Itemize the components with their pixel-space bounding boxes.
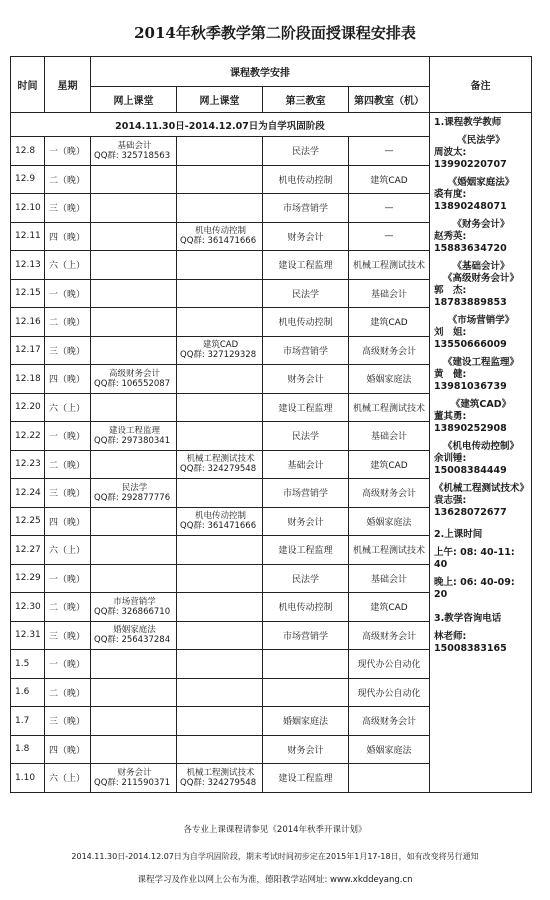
room-4-cell: 高级财务会计 bbox=[349, 336, 430, 365]
room-4-cell: 建筑CAD bbox=[349, 165, 430, 194]
date-cell: 1.10 bbox=[11, 764, 45, 793]
online-class-cell bbox=[177, 365, 263, 394]
teacher-contact: 董其勇: 13890252908 bbox=[434, 411, 507, 434]
qq-group: QQ群: 297380341 bbox=[94, 435, 171, 446]
room-3-cell: 民法学 bbox=[263, 137, 349, 166]
header-schedule: 课程教学安排 bbox=[91, 57, 430, 87]
weekday-cell: 三（晚） bbox=[45, 621, 91, 650]
online-class-cell bbox=[91, 735, 177, 764]
notes-section-teachers: 1.课程教学教师 bbox=[434, 117, 502, 128]
room-4-cell: 机械工程测试技术 bbox=[349, 393, 430, 422]
online-class-cell bbox=[177, 507, 263, 536]
header-time: 时间 bbox=[11, 57, 45, 113]
room-3-cell: 建设工程监理 bbox=[263, 764, 349, 793]
online-class-cell bbox=[91, 621, 177, 650]
online-course-name: 民法学 bbox=[121, 482, 148, 493]
room-3-cell: 基础会计 bbox=[263, 450, 349, 479]
room-3-cell bbox=[263, 678, 349, 707]
date-cell: 12.8 bbox=[11, 137, 45, 166]
room-4-cell: — bbox=[349, 222, 430, 251]
room-4-cell bbox=[349, 764, 430, 793]
weekday-cell: 六（上） bbox=[45, 393, 91, 422]
room-3-cell: 建设工程监理 bbox=[263, 251, 349, 280]
online-course-name: 机电传动控制 bbox=[194, 511, 246, 522]
qq-group: QQ群: 256437284 bbox=[94, 635, 171, 646]
online-course-name: 高级财务会计 bbox=[108, 368, 160, 379]
online-course-name: 财务会计 bbox=[117, 767, 152, 778]
online-class-cell bbox=[91, 707, 177, 736]
room-4-cell: 婚姻家庭法 bbox=[349, 507, 430, 536]
room-3-cell: 建设工程监理 bbox=[263, 536, 349, 565]
online-course-name: 建筑CAD bbox=[202, 340, 239, 351]
room-3-cell: 婚姻家庭法 bbox=[263, 707, 349, 736]
online-class-cell bbox=[91, 194, 177, 223]
online-class-cell bbox=[177, 678, 263, 707]
online-class-cell bbox=[91, 165, 177, 194]
online-class-cell bbox=[91, 251, 177, 280]
date-cell: 12.29 bbox=[11, 564, 45, 593]
date-cell: 1.7 bbox=[11, 707, 45, 736]
qq-group: QQ群: 324279548 bbox=[180, 777, 257, 788]
online-class-cell bbox=[91, 393, 177, 422]
teacher-course: 《建设工程监理》 bbox=[442, 357, 519, 368]
teacher-list bbox=[434, 135, 528, 519]
date-cell: 1.8 bbox=[11, 735, 45, 764]
room-4-cell: 婚姻家庭法 bbox=[349, 735, 430, 764]
schedule-table bbox=[10, 56, 532, 793]
qq-group: QQ群: 327129328 bbox=[180, 350, 257, 361]
online-class-cell bbox=[177, 137, 263, 166]
online-class-cell bbox=[177, 564, 263, 593]
weekday-cell: 四（晚） bbox=[45, 222, 91, 251]
date-cell: 12.10 bbox=[11, 194, 45, 223]
self-study-period: 2014.11.30日-2014.12.07日为自学巩固阶段 bbox=[11, 113, 430, 137]
online-course-name: 基础会计 bbox=[117, 140, 152, 151]
qq-group: QQ群: 326866710 bbox=[94, 606, 171, 617]
online-class-cell bbox=[177, 165, 263, 194]
room-4-cell: 高级财务会计 bbox=[349, 707, 430, 736]
teacher-contact: 周波太: 13990220707 bbox=[434, 147, 507, 170]
footer-note-2: 2014.11.30日-2014.12.07日为自学巩固阶段，期末考试时间初步定在2015年1月17-18日，如有改变将另行通知 bbox=[71, 852, 479, 861]
weekday-cell: 一（晚） bbox=[45, 422, 91, 451]
weekday-cell: 二（晚） bbox=[45, 308, 91, 337]
teacher-contact: 赵秀英: 15883634720 bbox=[434, 231, 507, 254]
teacher-course: 《财务会计》 bbox=[452, 219, 510, 230]
online-class-cell bbox=[177, 336, 263, 365]
online-class-cell bbox=[91, 422, 177, 451]
room-3-cell: 民法学 bbox=[263, 279, 349, 308]
weekday-cell: 四（晚） bbox=[45, 365, 91, 394]
room-4-cell: 基础会计 bbox=[349, 564, 430, 593]
qq-group: QQ群: 325718563 bbox=[94, 150, 171, 161]
teacher-course: 《高级财务会计》 bbox=[442, 273, 519, 284]
teacher-contact: 袁志强: 13628072677 bbox=[434, 495, 507, 518]
header-weekday: 星期 bbox=[45, 57, 91, 113]
class-time-pm: 晚上: 06: 40-09: 20 bbox=[434, 577, 515, 600]
online-course-name: 机电传动控制 bbox=[194, 226, 246, 237]
room-3-cell: 市场营销学 bbox=[263, 336, 349, 365]
online-class-cell bbox=[91, 507, 177, 536]
room-3-cell: 机电传动控制 bbox=[263, 165, 349, 194]
online-class-cell bbox=[91, 593, 177, 622]
online-class-cell bbox=[91, 336, 177, 365]
room-3-cell: 建设工程监理 bbox=[263, 393, 349, 422]
room-3-cell: 财务会计 bbox=[263, 222, 349, 251]
header-online-1: 网上课堂 bbox=[91, 87, 177, 113]
weekday-cell: 六（上） bbox=[45, 536, 91, 565]
online-class-cell bbox=[177, 194, 263, 223]
weekday-cell: 一（晚） bbox=[45, 137, 91, 166]
online-class-cell bbox=[91, 650, 177, 679]
date-cell: 12.17 bbox=[11, 336, 45, 365]
online-course-name: 机械工程测试技术 bbox=[186, 454, 255, 465]
online-course-name: 建设工程监理 bbox=[108, 425, 160, 436]
online-class-cell bbox=[91, 564, 177, 593]
teacher-course: 《婚姻家庭法》 bbox=[447, 177, 515, 188]
weekday-cell: 六（上） bbox=[45, 764, 91, 793]
weekday-cell: 二（晚） bbox=[45, 450, 91, 479]
date-cell: 12.9 bbox=[11, 165, 45, 194]
room-3-cell: 民法学 bbox=[263, 564, 349, 593]
weekday-cell: 三（晚） bbox=[45, 707, 91, 736]
online-class-cell bbox=[177, 450, 263, 479]
date-cell: 12.25 bbox=[11, 507, 45, 536]
date-cell: 12.27 bbox=[11, 536, 45, 565]
header-notes: 备注 bbox=[430, 57, 532, 113]
weekday-cell: 二（晚） bbox=[45, 678, 91, 707]
room-3-cell bbox=[263, 650, 349, 679]
online-class-cell bbox=[177, 251, 263, 280]
online-class-cell bbox=[177, 593, 263, 622]
notes-cell bbox=[430, 113, 532, 793]
weekday-cell: 三（晚） bbox=[45, 336, 91, 365]
online-class-cell bbox=[91, 222, 177, 251]
teacher-course: 《民法学》 bbox=[457, 135, 505, 146]
room-4-cell: 机械工程测试技术 bbox=[349, 251, 430, 280]
teacher-course: 《基础会计》 bbox=[452, 261, 510, 272]
date-cell: 12.22 bbox=[11, 422, 45, 451]
room-4-cell: 建筑CAD bbox=[349, 593, 430, 622]
weekday-cell: 三（晚） bbox=[45, 194, 91, 223]
teacher-contact: 刘 姐: 13550666009 bbox=[434, 327, 507, 350]
qq-group: QQ群: 361471666 bbox=[180, 521, 257, 532]
weekday-cell: 二（晚） bbox=[45, 593, 91, 622]
room-4-cell: 现代办公自动化 bbox=[349, 678, 430, 707]
date-cell: 12.24 bbox=[11, 479, 45, 508]
date-cell: 1.5 bbox=[11, 650, 45, 679]
online-class-cell bbox=[177, 650, 263, 679]
teacher-contact: 余训锤: 15008384449 bbox=[434, 453, 507, 476]
room-4-cell: 机械工程测试技术 bbox=[349, 536, 430, 565]
date-cell: 12.31 bbox=[11, 621, 45, 650]
qq-group: QQ群: 324279548 bbox=[180, 464, 257, 475]
room-4-cell: 高级财务会计 bbox=[349, 621, 430, 650]
room-4-cell: 建筑CAD bbox=[349, 308, 430, 337]
weekday-cell: 二（晚） bbox=[45, 165, 91, 194]
online-class-cell bbox=[177, 308, 263, 337]
online-class-cell bbox=[177, 393, 263, 422]
qq-group: QQ群: 361471666 bbox=[180, 236, 257, 247]
online-class-cell bbox=[91, 536, 177, 565]
room-3-cell: 机电传动控制 bbox=[263, 308, 349, 337]
teacher-course: 《建筑CAD》 bbox=[450, 399, 512, 410]
room-4-cell: 现代办公自动化 bbox=[349, 650, 430, 679]
page-title: 2014年秋季教学第二阶段面授课程安排表 bbox=[134, 24, 416, 42]
online-class-cell bbox=[177, 536, 263, 565]
room-3-cell: 财务会计 bbox=[263, 735, 349, 764]
date-cell: 12.16 bbox=[11, 308, 45, 337]
room-3-cell: 机电传动控制 bbox=[263, 593, 349, 622]
room-4-cell: 基础会计 bbox=[349, 422, 430, 451]
date-cell: 12.23 bbox=[11, 450, 45, 479]
weekday-cell: 六（上） bbox=[45, 251, 91, 280]
online-class-cell bbox=[177, 422, 263, 451]
room-4-cell: 高级财务会计 bbox=[349, 479, 430, 508]
date-cell: 12.18 bbox=[11, 365, 45, 394]
teacher-contact: 裘有度: 13890248071 bbox=[434, 189, 507, 212]
online-class-cell bbox=[177, 279, 263, 308]
online-class-cell bbox=[91, 365, 177, 394]
header-room-3: 第三教室 bbox=[263, 87, 349, 113]
notes-section-time: 2.上课时间 bbox=[434, 529, 483, 540]
notes-section-phone: 3.教学咨询电话 bbox=[434, 613, 502, 624]
header-room-4: 第四教室（机） bbox=[349, 87, 430, 113]
room-4-cell: 建筑CAD bbox=[349, 450, 430, 479]
room-3-cell: 市场营销学 bbox=[263, 479, 349, 508]
room-4-cell: — bbox=[349, 194, 430, 223]
online-class-cell bbox=[177, 621, 263, 650]
weekday-cell: 四（晚） bbox=[45, 507, 91, 536]
weekday-cell: 一（晚） bbox=[45, 564, 91, 593]
room-3-cell: 民法学 bbox=[263, 422, 349, 451]
online-class-cell bbox=[177, 222, 263, 251]
qq-group: QQ群: 106552087 bbox=[94, 378, 171, 389]
teacher-course: 《市场营销学》 bbox=[447, 315, 515, 326]
footer-note-1: 各专业上课课程请参见《2014年秋季开课计划》 bbox=[183, 825, 367, 835]
consult-phone: 林老师: 15008383165 bbox=[434, 631, 507, 654]
online-class-cell bbox=[177, 707, 263, 736]
qq-group: QQ群: 292877776 bbox=[94, 492, 171, 503]
online-class-cell bbox=[91, 137, 177, 166]
date-cell: 12.13 bbox=[11, 251, 45, 280]
online-class-cell bbox=[91, 764, 177, 793]
room-3-cell: 市场营销学 bbox=[263, 621, 349, 650]
date-cell: 12.11 bbox=[11, 222, 45, 251]
room-4-cell: 婚姻家庭法 bbox=[349, 365, 430, 394]
online-class-cell bbox=[177, 764, 263, 793]
class-time-am: 上午: 08: 40-11: 40 bbox=[434, 547, 515, 570]
online-class-cell bbox=[177, 735, 263, 764]
teacher-course: 《机械工程测试技术》 bbox=[434, 483, 530, 494]
weekday-cell: 一（晚） bbox=[45, 279, 91, 308]
online-course-name: 机械工程测试技术 bbox=[186, 767, 255, 778]
weekday-cell: 四（晚） bbox=[45, 735, 91, 764]
online-class-cell bbox=[91, 479, 177, 508]
footer-note-3: 课程学习及作业以网上公布为准，德阳教学站网址: www.xkddeyang.cn bbox=[137, 875, 413, 885]
date-cell: 12.30 bbox=[11, 593, 45, 622]
teacher-course: 《机电传动控制》 bbox=[442, 441, 519, 452]
room-3-cell: 财务会计 bbox=[263, 365, 349, 394]
date-cell: 12.15 bbox=[11, 279, 45, 308]
weekday-cell: 三（晚） bbox=[45, 479, 91, 508]
header-online-2: 网上课堂 bbox=[177, 87, 263, 113]
room-4-cell: — bbox=[349, 137, 430, 166]
online-class-cell bbox=[91, 279, 177, 308]
teacher-contact: 郭 杰: 18783889853 bbox=[434, 285, 507, 308]
date-cell: 12.20 bbox=[11, 393, 45, 422]
room-4-cell: 基础会计 bbox=[349, 279, 430, 308]
weekday-cell: 一（晚） bbox=[45, 650, 91, 679]
room-3-cell: 市场营销学 bbox=[263, 194, 349, 223]
room-3-cell: 财务会计 bbox=[263, 507, 349, 536]
online-course-name: 婚姻家庭法 bbox=[113, 625, 156, 636]
teacher-contact: 黄 健: 13981036739 bbox=[434, 369, 507, 392]
date-cell: 1.6 bbox=[11, 678, 45, 707]
online-class-cell bbox=[91, 450, 177, 479]
qq-group: QQ群: 211590371 bbox=[94, 777, 171, 788]
online-class-cell bbox=[91, 678, 177, 707]
online-class-cell bbox=[177, 479, 263, 508]
online-course-name: 市场营销学 bbox=[113, 596, 156, 607]
online-class-cell bbox=[91, 308, 177, 337]
